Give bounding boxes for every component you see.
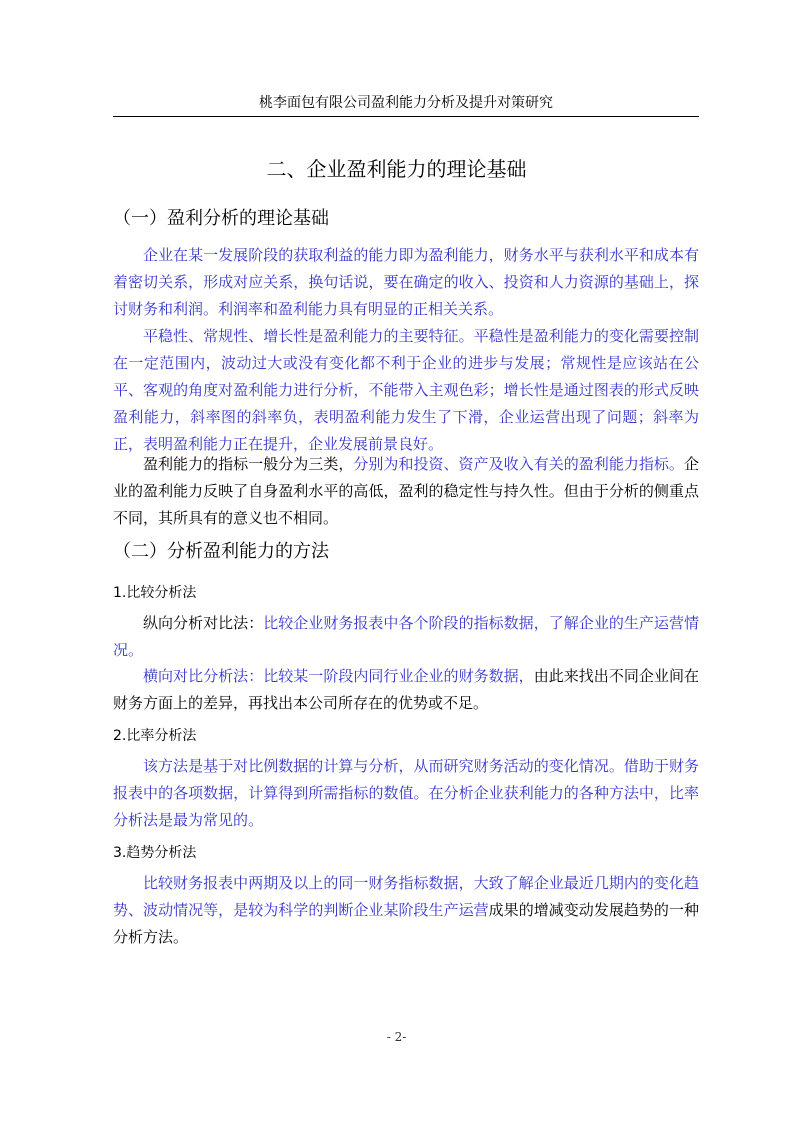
subheading: 3.趋势分析法 [113, 845, 197, 861]
text-run: 比较财务报表中两期及以上的同一财务指标数据，大致了解企业最近几期内的变化趋势、波动情况等，是较为科学的判断企业某阶段生产运营 [113, 874, 699, 919]
subheading: 1.比较分析法 [113, 585, 197, 601]
paragraph [113, 610, 699, 664]
paragraph: 平稳性、常规性、增长性是盈利能力的主要特征。平稳性是盈利能力的变化需要控制在一定范围内，波动过大或没有变化都不利于企业的进步与发展；常规性是应该站在公平、客观的角度对盈利能力进行分析，不能带入主观色彩；增长性是通过图表的形式反映盈利能力，斜率图的斜率负，表明盈利能力发生了下滑，企业运营出现了问题；斜率为正，表明盈利能力正在提升，企业发展前景良好。 [113, 327, 699, 453]
paragraph [113, 870, 699, 951]
text-run: 纵向分析对比法： [143, 614, 264, 632]
paragraph: 该方法是基于对比例数据的计算与分析，从而研究财务活动的变化情况。借助于财务报表中的各项数据，计算得到所需指标的数值。在分析企业获利能力的各种方法中，比率分析法是最为常见的。 [113, 757, 699, 829]
paragraph [113, 451, 699, 532]
text-run: 由此来找出不同企业间在财务方面上的差异，再找出本公司所存在的优势或不足。 [113, 667, 699, 712]
text-run: 分别为和投资、资产及收入有关的盈利能力指标。 [353, 455, 684, 473]
paragraph: 企业在某一发展阶段的获取利益的能力即为盈利能力，财务水平与获利水平和成本有着密切关系，形成对应关系，换句话说，要在确定的收入、投资和人力资源的基础上，探讨财务和利润。利润率和盈利能力具有明显的正相关关系。 [113, 246, 699, 318]
section-heading-2: （二）分析盈利能力的方法 [113, 541, 329, 562]
page-number: - 2- [386, 1030, 407, 1044]
text-run: 横向对比分析法：比较某一阶段内同行业企业的财务数据， [143, 667, 534, 685]
text-run: 比较企业财务报表中各个阶段的指标数据，了解企业的生产运营情况。 [113, 614, 699, 659]
subheading: 2.比率分析法 [113, 728, 197, 744]
section-heading-1: （一）盈利分析的理论基础 [113, 208, 329, 229]
text-run: 成果的增减变动发展趋势的一种分析方法。 [113, 901, 699, 946]
paragraph [113, 663, 699, 717]
text-run: 盈利能力的指标一般分为三类， [143, 455, 354, 473]
page-header: 桃李面包有限公司盈利能力分析及提升对策研究 [113, 93, 699, 117]
text-run: 企业的盈利能力反映了自身盈利水平的高低，盈利的稳定性与持久性。但由于分析的侧重点不同，其所具有的意义也不相同。 [113, 455, 699, 527]
chapter-title: 二、企业盈利能力的理论基础 [266, 157, 527, 181]
